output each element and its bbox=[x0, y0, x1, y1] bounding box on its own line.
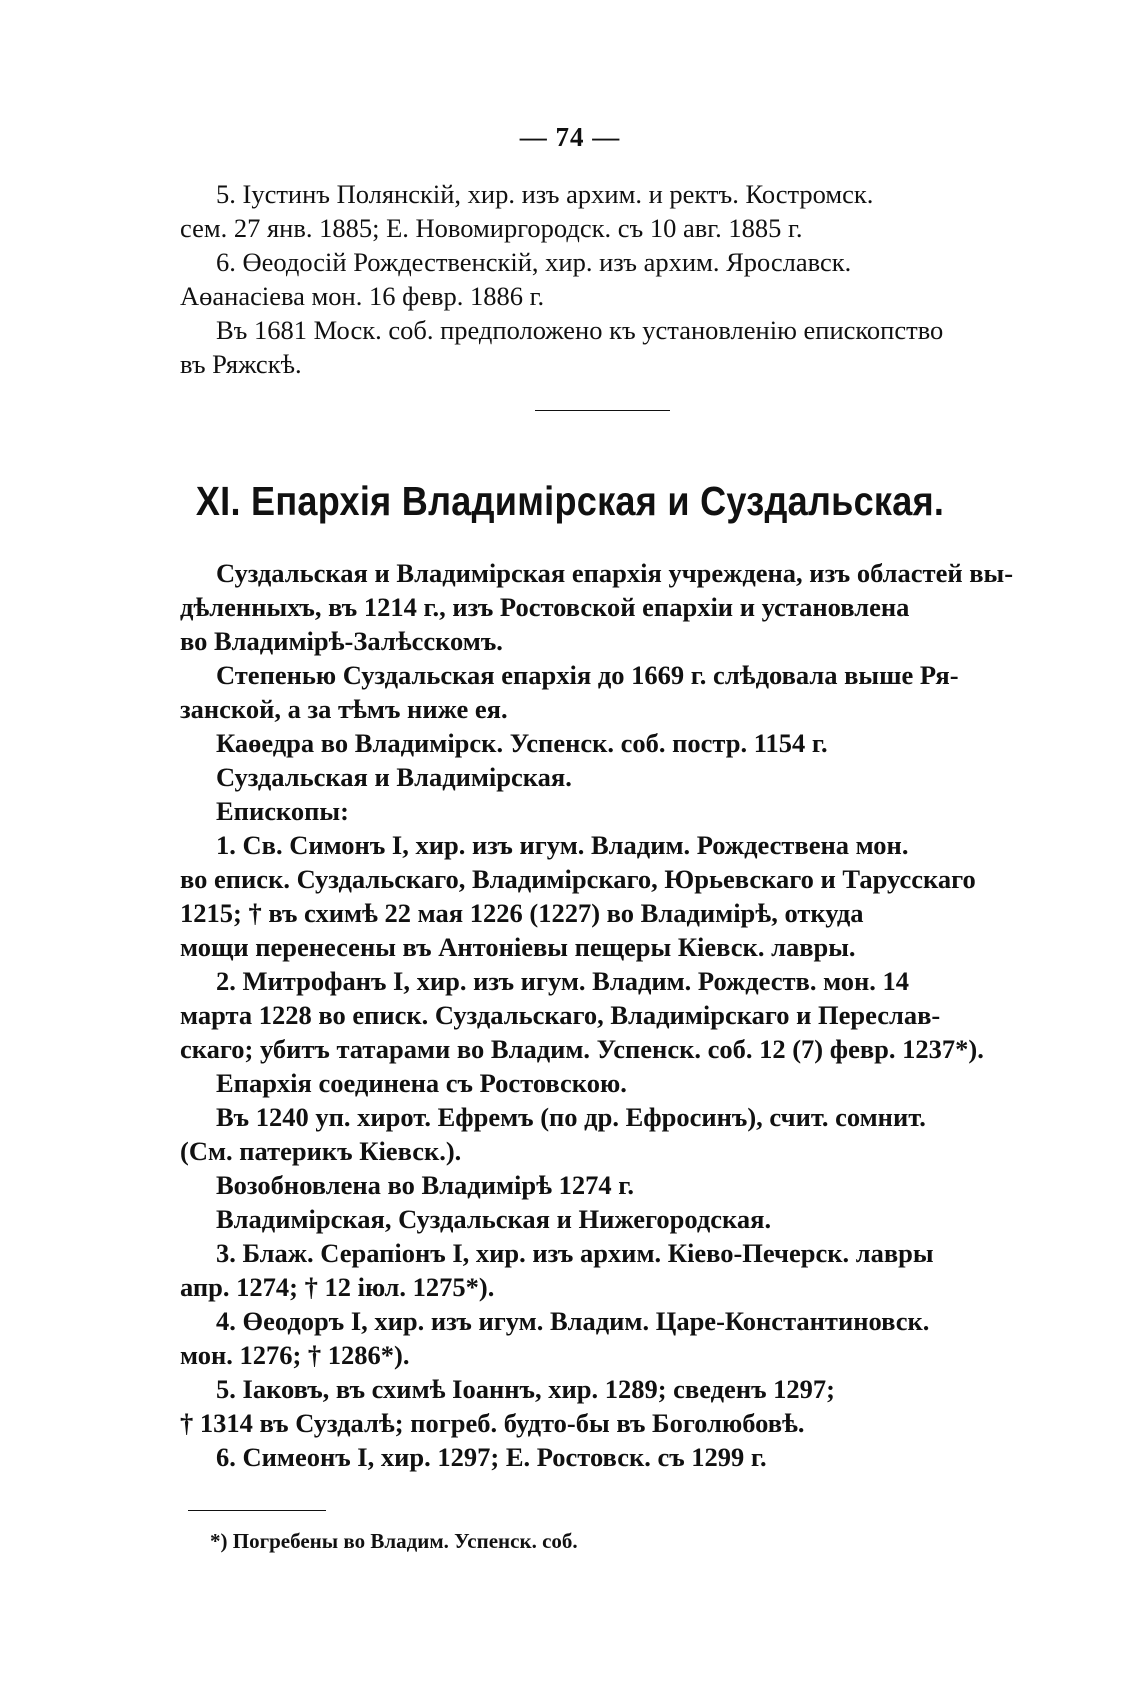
text-line: во Владимірѣ-Залѣсскомъ. bbox=[180, 626, 503, 656]
bishop-entry-1: 1. Св. Симонъ I, хир. изъ игум. Владим. Рождествена мон. bbox=[216, 830, 909, 860]
text-line: Епархія соединена съ Ростовскою. bbox=[216, 1068, 627, 1098]
top-entry-6-line2: Аөанасіева мон. 16 февр. 1886 г. bbox=[180, 281, 545, 311]
text-line: скаго; убитъ татарами во Владим. Успенск. соб. 12 (7) февр. 1237*). bbox=[180, 1034, 984, 1064]
page-number: — 74 — bbox=[519, 122, 621, 152]
text-line: (См. патерикъ Кіевск.). bbox=[180, 1136, 462, 1166]
text-line: † 1314 въ Суздалѣ; погреб. будто-бы въ Боголюбовѣ. bbox=[180, 1408, 805, 1438]
top-note-line2: въ Ряжскѣ. bbox=[180, 349, 302, 379]
top-entry-5-line1: 5. Іустинъ Полянскій, хир. изъ архим. и ректъ. Костромск. bbox=[216, 179, 874, 209]
text-line: Въ 1240 уп. хирот. Ефремъ (по др. Ефросинъ), счит. сомнит. bbox=[216, 1102, 926, 1132]
top-entry-5-line2: сем. 27 янв. 1885; Е. Новомиргородск. съ 10 авг. 1885 г. bbox=[180, 213, 803, 243]
text-line: во еписк. Суздальскаго, Владимірскаго, Юрьевскаго и Тарусскаго bbox=[180, 864, 976, 894]
text-line: Суздальская и Владимірская епархія учреждена, изъ областей вы- bbox=[216, 558, 1014, 588]
bishop-entry-5: 5. Іаковъ, въ схимѣ Іоаннъ, хир. 1289; сведенъ 1297; bbox=[216, 1374, 835, 1404]
text-line: марта 1228 во еписк. Суздальскаго, Владимірскаго и Переслав- bbox=[180, 1000, 941, 1030]
bishop-entry-6: 6. Симеонъ I, хир. 1297; Е. Ростовск. съ 1299 г. bbox=[216, 1442, 767, 1472]
text-line: Владимірская, Суздальская и Нижегородская. bbox=[216, 1204, 772, 1234]
top-note-line1: Въ 1681 Моск. соб. предположено къ установленію епископство bbox=[216, 315, 944, 345]
text-line: 1215; † въ схимѣ 22 мая 1226 (1227) во Владимірѣ, откуда bbox=[180, 898, 864, 928]
section-divider bbox=[535, 410, 670, 411]
section-title: XI. Епархія Владимірская и Суздальская. bbox=[195, 478, 945, 524]
text-line: Степенью Суздальская епархія до 1669 г. слѣдовала выше Ря- bbox=[216, 660, 959, 690]
main-text bbox=[180, 556, 1020, 1474]
text-line: Епископы: bbox=[216, 796, 349, 826]
bishop-entry-4: 4. Өеодоръ I, хир. изъ игум. Владим. Царе-Константиновск. bbox=[216, 1306, 930, 1336]
bishop-entry-3: 3. Блаж. Серапіонъ I, хир. изъ архим. Кіево-Печерск. лавры bbox=[216, 1238, 934, 1268]
footnote: *) Погребены во Владим. Успенск. соб. bbox=[210, 1529, 578, 1553]
text-line: апр. 1274; † 12 іюл. 1275*). bbox=[180, 1272, 495, 1302]
top-entry-6-line1: 6. Өеодосій Рождественскій, хир. изъ архим. Ярославск. bbox=[216, 247, 852, 277]
footnote-divider bbox=[188, 1510, 326, 1511]
text-line: Суздальская и Владимірская. bbox=[216, 762, 572, 792]
bishop-entry-2: 2. Митрофанъ I, хир. изъ игум. Владим. Рождеств. мон. 14 bbox=[216, 966, 910, 996]
text-line: Каөедра во Владимірск. Успенск. соб. постр. 1154 г. bbox=[216, 728, 828, 758]
text-line: занской, а за тѣмъ ниже ея. bbox=[180, 694, 508, 724]
text-line: мощи перенесены въ Антоніевы пещеры Кіевск. лавры. bbox=[180, 932, 856, 962]
text-line: дѣленныхъ, въ 1214 г., изъ Ростовской епархіи и установлена bbox=[180, 592, 910, 622]
text-line: Возобновлена во Владимірѣ 1274 г. bbox=[216, 1170, 634, 1200]
top-section bbox=[180, 177, 1020, 381]
text-line: мон. 1276; † 1286*). bbox=[180, 1340, 410, 1370]
